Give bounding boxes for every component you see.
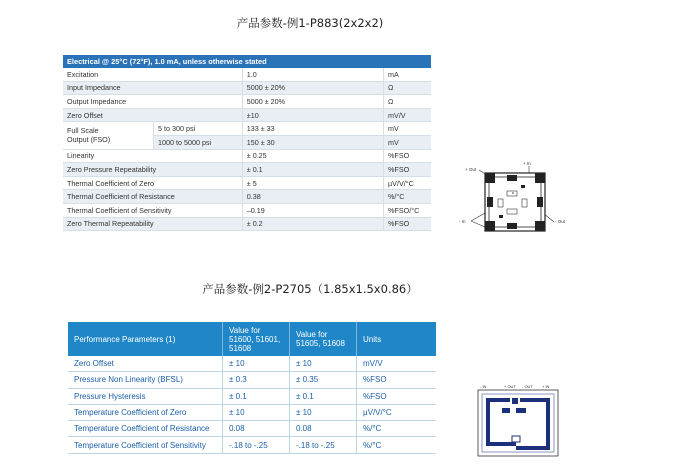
example2-title: 产品参数-例2-P2705（1.85x1.5x0.86） bbox=[202, 282, 418, 296]
table-header-row bbox=[63, 55, 431, 68]
unit-cell: mV/V bbox=[384, 108, 431, 122]
range-cell: 5 to 300 psi bbox=[153, 122, 242, 136]
value-cell: ± 0.1 bbox=[242, 163, 383, 177]
value-cell: 0.38 bbox=[242, 190, 383, 204]
param-cell: Zero Offset bbox=[68, 356, 223, 372]
in-plus-label: + In bbox=[523, 161, 531, 166]
in-minus-label: - IN bbox=[480, 384, 487, 389]
unit-cell: %/°C bbox=[384, 190, 431, 204]
table-row bbox=[68, 372, 436, 388]
table-row bbox=[63, 81, 431, 95]
table-row bbox=[63, 122, 431, 136]
param-cell: Pressure Hysteresis bbox=[68, 388, 223, 404]
param-cell: Zero Thermal Repeatability bbox=[63, 217, 242, 231]
table-row bbox=[63, 163, 431, 177]
out-minus-label: - OUT bbox=[522, 384, 533, 389]
value1-cell: 0.08 bbox=[223, 421, 290, 437]
unit-cell: mA bbox=[384, 68, 431, 81]
param-cell: Thermal Coefficient of Sensitivity bbox=[63, 203, 242, 217]
sensor-die-diagram-1 bbox=[455, 153, 570, 238]
unit-cell: mV bbox=[384, 122, 431, 136]
table-header-row bbox=[68, 322, 436, 356]
value1-cell: ± 0.1 bbox=[223, 388, 290, 404]
value2-cell: 0.08 bbox=[290, 421, 357, 437]
table-row bbox=[63, 203, 431, 217]
example1-spec-table bbox=[63, 55, 431, 231]
out-plus-label: + OUT bbox=[504, 384, 516, 389]
param-cell: Linearity bbox=[63, 149, 242, 163]
example1-title: 产品参数-例1-P883(2x2x2) bbox=[236, 16, 384, 30]
value2-cell: ± 0.35 bbox=[290, 372, 357, 388]
param-cell: Input Impedance bbox=[63, 81, 242, 95]
unit-cell: %FSO/°C bbox=[384, 203, 431, 217]
value-cell: –0.19 bbox=[242, 203, 383, 217]
example2-spec-table bbox=[68, 322, 436, 454]
param-cell: Output Impedance bbox=[63, 95, 242, 109]
table-row bbox=[68, 437, 436, 453]
table-row bbox=[63, 176, 431, 190]
unit-cell: µV/V/°C bbox=[384, 176, 431, 190]
value1-cell: ± 10 bbox=[223, 356, 290, 372]
header-param: Performance Parameters (1) bbox=[68, 322, 223, 356]
table-row bbox=[68, 404, 436, 420]
value1-cell: ± 10 bbox=[223, 404, 290, 420]
unit-cell: Ω bbox=[384, 81, 431, 95]
unit-cell: %FSO bbox=[357, 372, 437, 388]
out-plus-label: - Out bbox=[555, 219, 566, 224]
unit-cell: µV/V/°C bbox=[357, 404, 437, 420]
param-cell: Temperature Coefficient of Zero bbox=[68, 404, 223, 420]
unit-cell: %FSO bbox=[384, 217, 431, 231]
value-cell: ±10 bbox=[242, 108, 383, 122]
unit-cell: %FSO bbox=[357, 388, 437, 404]
header-value-2: Value for 51605, 51608 bbox=[290, 322, 357, 356]
table-row bbox=[68, 388, 436, 404]
sensor-die-diagram-2 bbox=[472, 380, 567, 460]
out-minus-label: + Out bbox=[465, 167, 477, 172]
value-cell: 133 ± 33 bbox=[242, 122, 383, 136]
unit-cell: %/°C bbox=[357, 437, 437, 453]
value-cell: 150 ± 30 bbox=[242, 135, 383, 149]
header-value-1: Value for 51600, 51601, 51608 bbox=[223, 322, 290, 356]
full-scale-label-line1: Full Scale bbox=[67, 126, 99, 136]
param-cell: Temperature Coefficient of Resistance bbox=[68, 421, 223, 437]
param-cell: Temperature Coefficient of Sensitivity bbox=[68, 437, 223, 453]
param-cell: Excitation bbox=[63, 68, 242, 81]
param-cell: Zero Pressure Repeatability bbox=[63, 163, 242, 177]
range-cell: 1000 to 5000 psi bbox=[153, 135, 242, 149]
unit-cell: %/°C bbox=[357, 421, 437, 437]
unit-cell: %FSO bbox=[384, 163, 431, 177]
in-plus-label: + IN bbox=[542, 384, 550, 389]
in-minus-label: - In bbox=[459, 219, 466, 224]
table-row bbox=[63, 217, 431, 231]
value-cell: 5000 ± 20% bbox=[242, 95, 383, 109]
full-scale-label-line2: Output (FSO) bbox=[67, 135, 111, 145]
value-cell: ± 5 bbox=[242, 176, 383, 190]
unit-cell: mV/V bbox=[357, 356, 437, 372]
value2-cell: ± 10 bbox=[290, 356, 357, 372]
table-row bbox=[68, 356, 436, 372]
param-cell: Pressure Non Linearity (BFSL) bbox=[68, 372, 223, 388]
unit-cell: Ω bbox=[384, 95, 431, 109]
value-cell: ± 0.25 bbox=[242, 149, 383, 163]
value2-cell: -.18 to -.25 bbox=[290, 437, 357, 453]
value2-cell: ± 0.1 bbox=[290, 388, 357, 404]
table-row bbox=[63, 95, 431, 109]
table-row bbox=[63, 190, 431, 204]
unit-cell: %FSO bbox=[384, 149, 431, 163]
table-header: Electrical @ 25°C (72°F), 1.0 mA, unless otherwise stated bbox=[63, 55, 431, 68]
value-cell: 5000 ± 20% bbox=[242, 81, 383, 95]
full-scale-label bbox=[63, 122, 153, 149]
param-cell: Thermal Coefficient of Zero bbox=[63, 176, 242, 190]
value1-cell: ± 0.3 bbox=[223, 372, 290, 388]
param-cell: Thermal Coefficient of Resistance bbox=[63, 190, 242, 204]
table-row bbox=[63, 68, 431, 81]
table-row bbox=[63, 149, 431, 163]
table-row bbox=[68, 421, 436, 437]
value1-cell: -.18 to -.25 bbox=[223, 437, 290, 453]
value2-cell: ± 10 bbox=[290, 404, 357, 420]
value-cell: ± 0.2 bbox=[242, 217, 383, 231]
param-cell: Zero Offset bbox=[63, 108, 242, 122]
value-cell: 1.0 bbox=[242, 68, 383, 81]
header-units: Units bbox=[357, 322, 437, 356]
table-row bbox=[63, 108, 431, 122]
unit-cell: mV bbox=[384, 135, 431, 149]
